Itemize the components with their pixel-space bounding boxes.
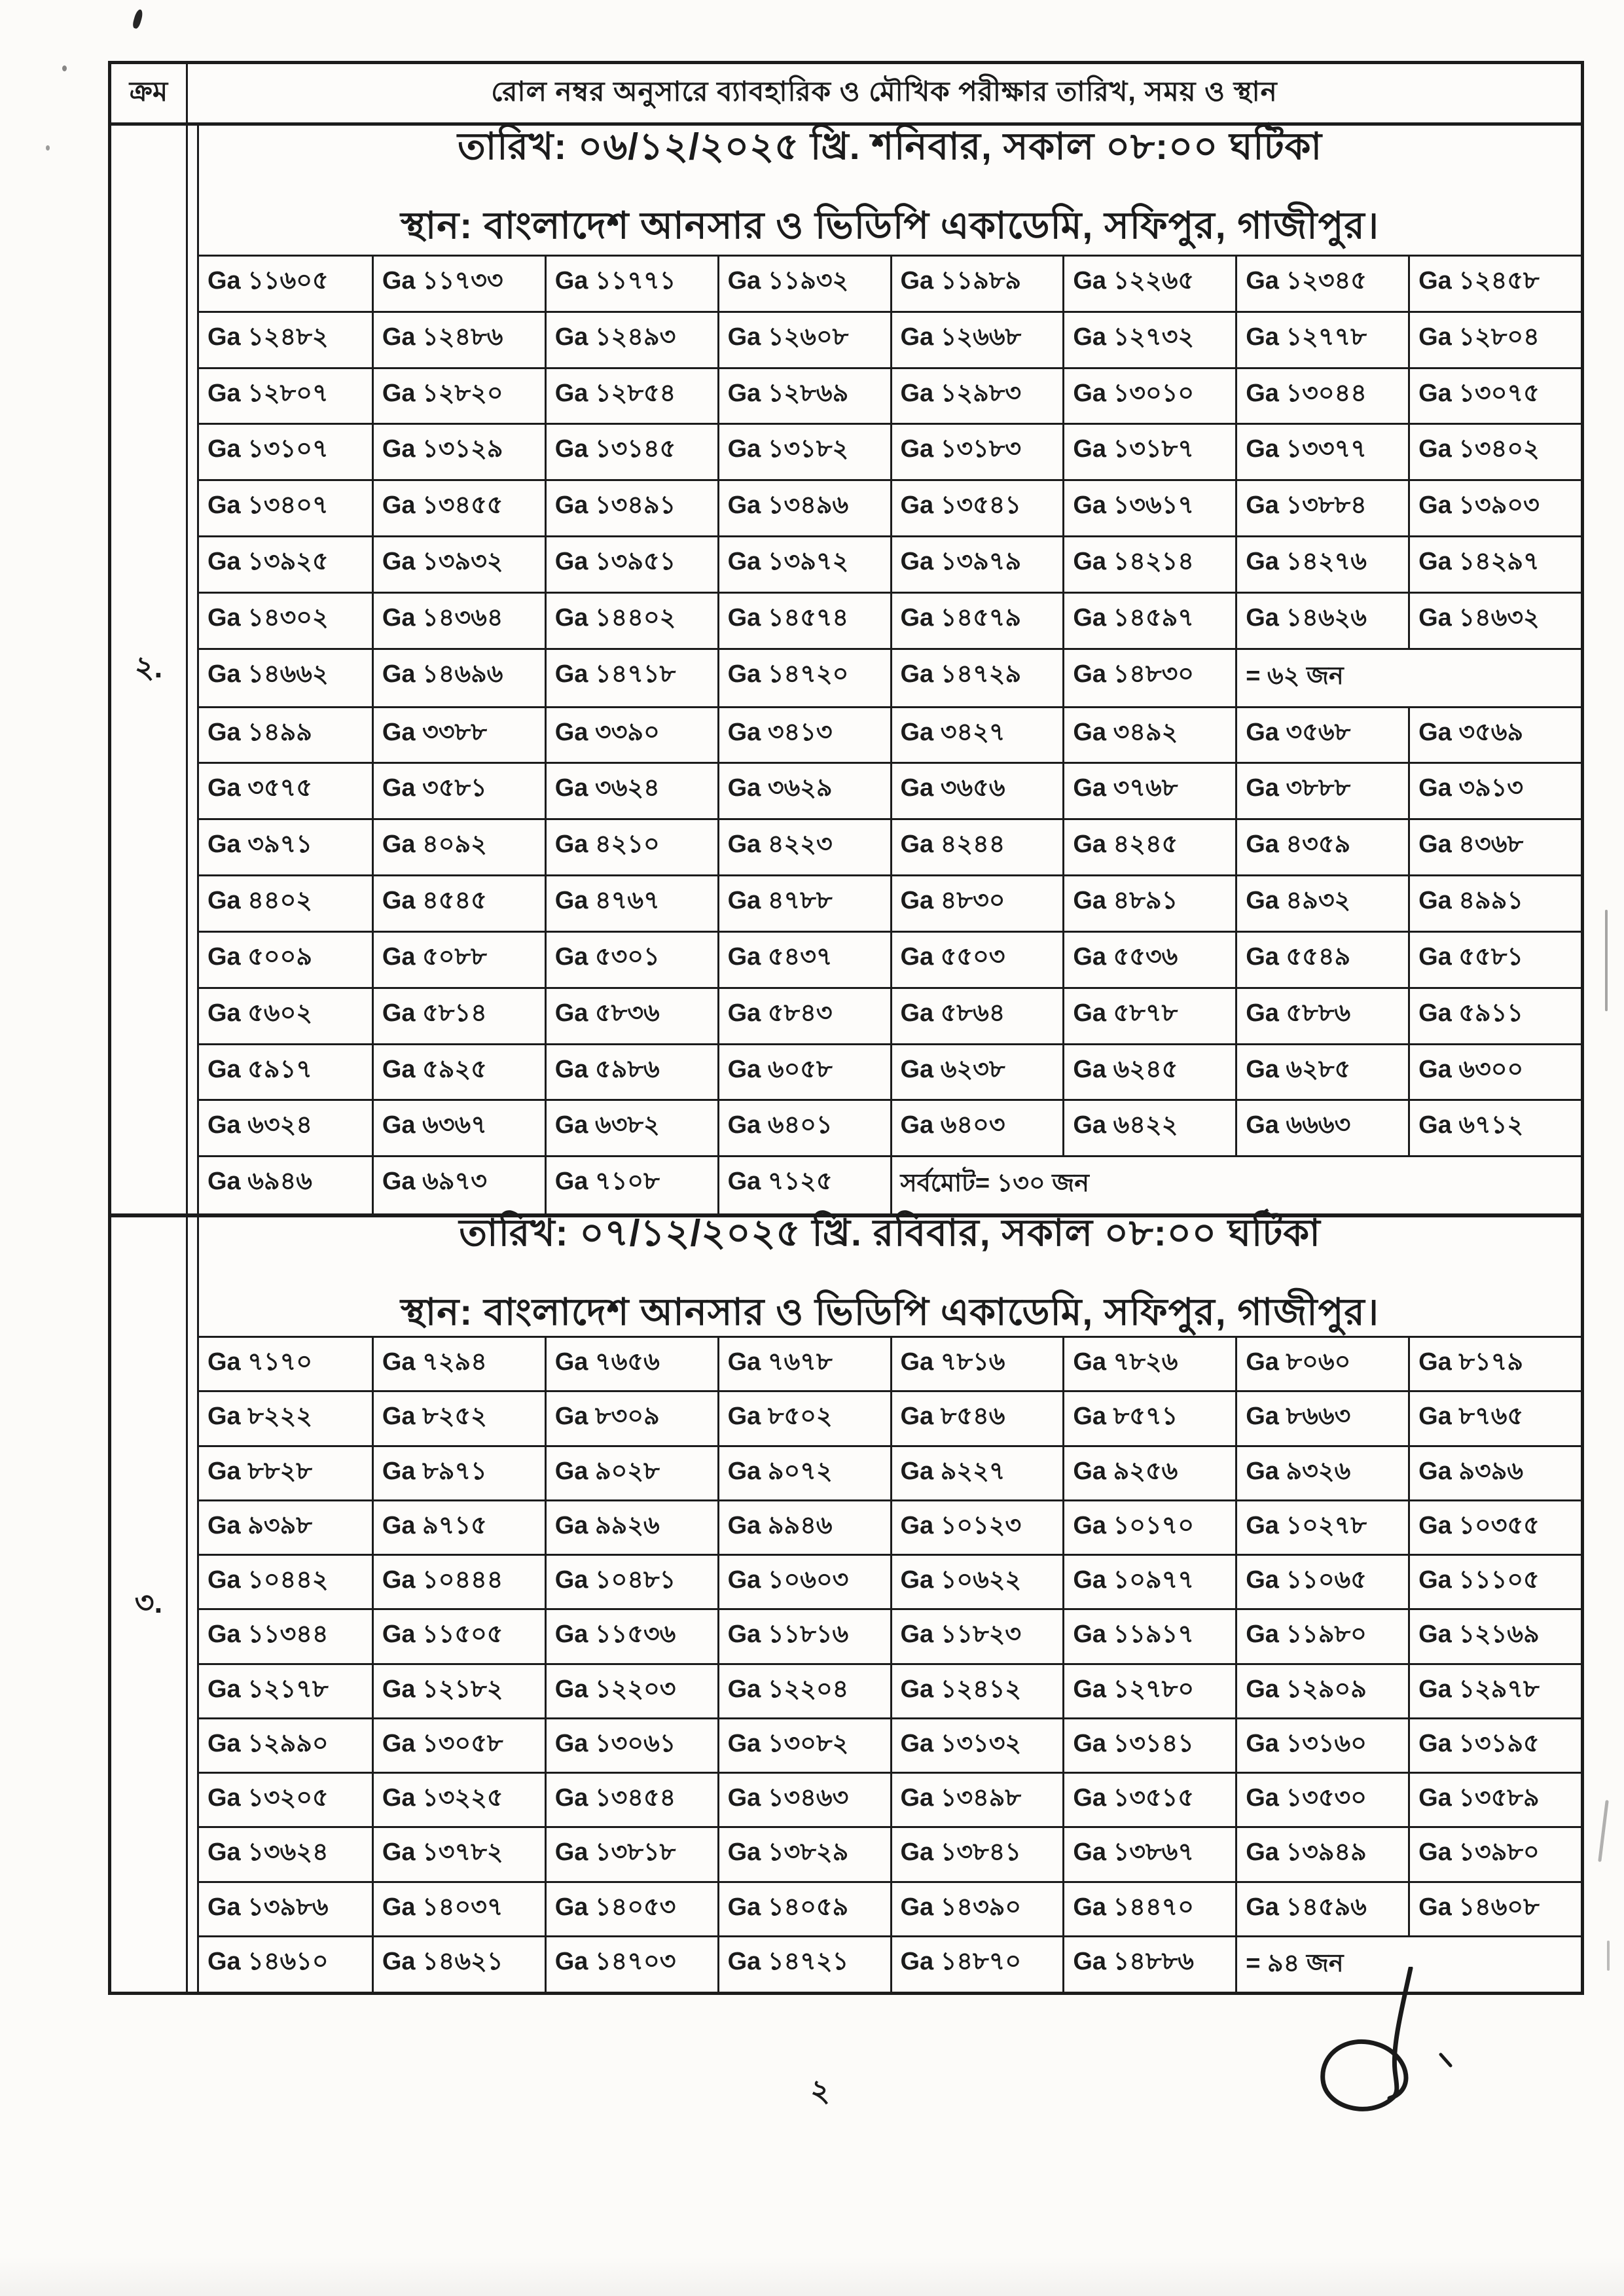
- roll-cell: Ga ১২৮০৪: [1408, 313, 1581, 367]
- roll-cell: Ga ১৪৭১৮: [545, 650, 717, 706]
- roll-cell: Ga ১২৩৪৫: [1235, 257, 1408, 311]
- roll-cell: Ga ৫৯৮৬: [545, 1045, 717, 1100]
- roll-cell: Ga ৪৮৩০: [890, 876, 1063, 931]
- roll-cell: Ga ৮৫৪৬: [890, 1392, 1063, 1444]
- total-cell: সর্বমোট= ১৩০ জন: [890, 1157, 1581, 1213]
- roll-row: [199, 1881, 1581, 1935]
- roll-row: [199, 706, 1581, 762]
- roll-cell: Ga ৬০৫৮: [717, 1045, 890, 1100]
- roll-cell: Ga ১৩৮১৮: [545, 1828, 717, 1880]
- roll-cell: Ga ১৪৭২১: [717, 1937, 890, 1992]
- roll-row: [199, 255, 1581, 311]
- roll-cell: Ga ১২৬০৮: [717, 313, 890, 367]
- roll-cell: Ga ৪২৪৪: [890, 820, 1063, 874]
- roll-cell: Ga ৫৯২৫: [372, 1045, 545, 1100]
- roll-cell: Ga ১৪৩০২: [208, 603, 329, 632]
- roll-cell: Ga ৯০৭২: [717, 1447, 890, 1499]
- roll-cell: Ga ১১৫০৫: [372, 1610, 545, 1662]
- roll-row: [199, 1499, 1581, 1554]
- roll-cell: Ga ১৩১৮৩: [890, 425, 1063, 479]
- roll-row: [199, 818, 1581, 874]
- roll-cell: Ga ৯০২৮: [545, 1447, 717, 1499]
- roll-cell: Ga ১৪৭২৯: [890, 650, 1063, 706]
- roll-cell: Ga ১৩১৪১: [1062, 1719, 1235, 1772]
- scan-mark: [1605, 910, 1608, 1011]
- roll-cell: Ga ৯৩২৬: [1235, 1447, 1408, 1499]
- roll-cell: Ga ১৩৪৫৪: [545, 1774, 717, 1826]
- roll-cell: Ga ১২৯৮৩: [890, 369, 1063, 423]
- roll-cell: Ga ১৩৯০৩: [1408, 481, 1581, 535]
- roll-cell: Ga ১৪৫৯৬: [1235, 1883, 1408, 1935]
- roll-cell: Ga ১৩৮৪১: [890, 1828, 1063, 1880]
- column-gap: [188, 1217, 197, 1992]
- roll-cell: Ga ৫৪৩৭: [717, 933, 890, 987]
- roll-cell: Ga ১৩৭৮২: [372, 1828, 545, 1880]
- roll-cell: Ga ৫৮৮৬: [1235, 989, 1408, 1043]
- roll-cell: Ga ১৩৪৫৫: [372, 481, 545, 535]
- roll-cell: Ga ১৩৯৫১: [545, 537, 717, 592]
- roll-cell: Ga ৬৩৬৭: [372, 1101, 545, 1155]
- roll-cell: Ga ১১০৬৫: [1235, 1556, 1408, 1608]
- roll-cell: Ga ৩৬২৪: [545, 764, 717, 818]
- roll-cell: Ga ৫৩০১: [545, 933, 717, 987]
- roll-cell: Ga ১৪৮৮৬: [1062, 1937, 1235, 1992]
- roll-cell: Ga ১৩২০৫: [208, 1784, 329, 1812]
- roll-cell: Ga ৬৩০০: [1408, 1045, 1581, 1100]
- roll-cell: Ga ৭১২৫: [717, 1157, 890, 1213]
- roll-cell: Ga ১৩১০৭: [208, 435, 329, 463]
- roll-cell: Ga ১৪৪০২: [545, 594, 717, 648]
- roll-cell: Ga ১১৯৩২: [717, 257, 890, 311]
- roll-cell: Ga ৬৪০৩: [890, 1101, 1063, 1155]
- roll-row: [199, 1772, 1581, 1826]
- roll-cell: Ga ১১৯১৭: [1062, 1610, 1235, 1662]
- roll-cell: Ga ১৩৮৬৭: [1062, 1828, 1235, 1880]
- roll-row: [199, 1608, 1581, 1662]
- roll-cell: Ga ১৪৮৩০: [1062, 650, 1235, 706]
- roll-cell: Ga ১২৬৬৮: [890, 313, 1063, 367]
- section-3-heading: [199, 1211, 1581, 1336]
- roll-row: [199, 987, 1581, 1043]
- roll-cell: Ga ৬২৪৫: [1062, 1045, 1235, 1100]
- roll-cell: Ga ১২৮২০: [372, 369, 545, 423]
- roll-cell: Ga ৫০৮৮: [372, 933, 545, 987]
- roll-cell: Ga ৫৫৩৬: [1062, 933, 1235, 987]
- roll-cell: Ga ৬৪২২: [1062, 1101, 1235, 1155]
- roll-cell: Ga ৬৯৭৩: [372, 1157, 545, 1213]
- roll-row: [199, 648, 1581, 706]
- scan-mark: [46, 145, 50, 151]
- roll-cell: Ga ৪৫৪৫: [372, 876, 545, 931]
- roll-cell: Ga ১২৯৯০: [208, 1729, 329, 1757]
- page-number: ২: [810, 2073, 830, 2108]
- roll-cell: Ga ৮৮২৮: [208, 1457, 312, 1485]
- roll-cell: Ga ১২৪৯৩: [545, 313, 717, 367]
- roll-cell: Ga ১০৯৭৭: [1062, 1556, 1235, 1608]
- exam-venue-line: স্থান: বাংলাদেশ আনসার ও ভিডিপি একাডেমি, সফিপুর, গাজীপুর।: [400, 204, 1380, 247]
- section-3-content: [197, 1211, 1581, 1992]
- section-2-heading: [199, 126, 1581, 255]
- roll-cell: Ga ৫০০৯: [208, 942, 312, 971]
- roll-cell: Ga ১৩৫১৫: [1062, 1774, 1235, 1826]
- roll-cell: Ga ৩৪১৩: [717, 708, 890, 762]
- roll-row: [199, 592, 1581, 648]
- roll-cell: Ga ১৪৭২০: [717, 650, 890, 706]
- roll-cell: Ga ১৪৬১০: [208, 1947, 329, 1975]
- roll-cell: Ga ১৩৯৮৬: [208, 1893, 329, 1921]
- roll-cell: Ga ৪৪০২: [208, 887, 312, 915]
- roll-cell: Ga ১৪২৭৬: [1235, 537, 1408, 592]
- roll-cell: Ga ১১৭৭১: [545, 257, 717, 311]
- roll-cell: Ga ১৩০১০: [1062, 369, 1235, 423]
- roll-cell: Ga ৪২১০: [545, 820, 717, 874]
- total-cell: = ৬২ জন: [1235, 650, 1581, 706]
- roll-row: [199, 367, 1581, 423]
- roll-cell: Ga ১৩০৮২: [717, 1719, 890, 1772]
- roll-cell: Ga ১০৪৪৪: [372, 1556, 545, 1608]
- roll-cell: Ga ৯২৫৬: [1062, 1447, 1235, 1499]
- roll-cell: Ga ৭১৭০: [208, 1348, 313, 1376]
- roll-cell: Ga ৩৯১৩: [1408, 764, 1581, 818]
- roll-row: [199, 1390, 1581, 1444]
- roll-cell: Ga ৩৫৬৯: [1408, 708, 1581, 762]
- roll-cell: Ga ১০৬২২: [890, 1556, 1063, 1608]
- roll-cell: Ga ১০১২৩: [890, 1501, 1063, 1554]
- roll-cell: Ga ৬৩২৪: [208, 1111, 313, 1139]
- schedule-table: [108, 61, 1584, 1995]
- roll-cell: Ga ৩৬৫৬: [890, 764, 1063, 818]
- roll-cell: Ga ৪২২৩: [717, 820, 890, 874]
- roll-row: [199, 423, 1581, 479]
- roll-cell: Ga ১৩৯৩২: [372, 537, 545, 592]
- roll-cell: Ga ১৩৬২৪: [208, 1839, 329, 1867]
- roll-cell: Ga ৩৩৮৮: [372, 708, 545, 762]
- section-3: [111, 1211, 1581, 1992]
- roll-cell: Ga ১৩১৪৫: [545, 425, 717, 479]
- exam-date-line: তারিখ: ০৭/১২/২০২৫ খ্রি. রবিবার, সকাল ০৮:০০ ঘটিকা: [459, 1211, 1321, 1254]
- roll-cell: Ga ১৩৯৮০: [1408, 1828, 1581, 1880]
- roll-cell: Ga ৫৮৩৬: [545, 989, 717, 1043]
- roll-cell: Ga ৮২৫২: [372, 1392, 545, 1444]
- roll-cell: Ga ৩৫৮১: [372, 764, 545, 818]
- section-2-content: [197, 126, 1581, 1213]
- roll-cell: Ga ৪৯৯১: [1408, 876, 1581, 931]
- roll-cell: Ga ৬৩৮২: [545, 1101, 717, 1155]
- roll-cell: Ga ৩৫৭৫: [208, 774, 312, 802]
- roll-cell: Ga ১৩৩৭৭: [1235, 425, 1408, 479]
- roll-cell: Ga ৪৩৬৮: [1408, 820, 1581, 874]
- roll-cell: Ga ৫৬০২: [208, 999, 313, 1027]
- roll-cell: Ga ১১১০৫: [1408, 1556, 1581, 1608]
- roll-row: [199, 1445, 1581, 1499]
- roll-cell: Ga ১৩০৫৮: [372, 1719, 545, 1772]
- roll-number-grid: [199, 255, 1581, 1213]
- roll-cell: Ga ১৪৮৭০: [890, 1937, 1063, 1992]
- roll-cell: Ga ১৩৮২৯: [717, 1828, 890, 1880]
- roll-row: [199, 1717, 1581, 1772]
- section-3-serial: ৩.: [111, 1217, 188, 1992]
- total-cell: = ৯৪ জন: [1235, 1937, 1581, 1992]
- roll-cell: Ga ৫৮৬৪: [890, 989, 1063, 1043]
- roll-cell: Ga ১৪২১৪: [1062, 537, 1235, 592]
- column-gap: [188, 126, 197, 1213]
- roll-cell: Ga ১২৪৫৮: [1408, 257, 1581, 311]
- roll-cell: Ga ৫৫০৩: [890, 933, 1063, 987]
- roll-row: [199, 479, 1581, 535]
- roll-row: [199, 1554, 1581, 1608]
- roll-cell: Ga ১৩১৮৭: [1062, 425, 1235, 479]
- roll-cell: Ga ১১৩৪৪: [208, 1621, 329, 1649]
- roll-cell: Ga ৫৯১৭: [208, 1055, 312, 1083]
- roll-cell: Ga ৩৪৯২: [1062, 708, 1235, 762]
- roll-cell: Ga ৮৯৭১: [372, 1447, 545, 1499]
- roll-cell: Ga ১২২৬৫: [1062, 257, 1235, 311]
- roll-cell: Ga ৫৮১৪: [372, 989, 545, 1043]
- roll-cell: Ga ১২২০৩: [545, 1665, 717, 1717]
- roll-cell: Ga ৬৯৪৬: [208, 1168, 312, 1196]
- roll-row: [199, 535, 1581, 592]
- roll-cell: Ga ১২৯০৯: [1235, 1665, 1408, 1717]
- roll-cell: Ga ১৪৬২৬: [1235, 594, 1408, 648]
- roll-cell: Ga ১৪৬৯৬: [372, 650, 545, 706]
- roll-cell: Ga ৮৫০২: [717, 1392, 890, 1444]
- roll-cell: Ga ৭১০৮: [545, 1157, 717, 1213]
- roll-cell: Ga ৮২২২: [208, 1403, 313, 1431]
- roll-cell: Ga ১৪৬০৮: [1408, 1883, 1581, 1935]
- roll-cell: Ga ৬৪০১: [717, 1101, 890, 1155]
- roll-cell: Ga ৮৭৬৫: [1408, 1392, 1581, 1444]
- roll-cell: Ga ১৩৪০৭: [208, 492, 329, 520]
- roll-cell: Ga ১১৯৮০: [1235, 1610, 1408, 1662]
- roll-cell: Ga ১৩৯৭৯: [890, 537, 1063, 592]
- roll-cell: Ga ৯২২৭: [890, 1447, 1063, 1499]
- roll-cell: Ga ৩৬২৯: [717, 764, 890, 818]
- roll-number-grid: [199, 1336, 1581, 1992]
- roll-cell: Ga ৩৫৬৮: [1235, 708, 1408, 762]
- roll-cell: Ga ১৪৩৬৪: [372, 594, 545, 648]
- roll-cell: Ga ১৩৯৪৯: [1235, 1828, 1408, 1880]
- roll-cell: Ga ৩৩৯০: [545, 708, 717, 762]
- roll-cell: Ga ১১৯৮৯: [890, 257, 1063, 311]
- roll-row: [199, 1826, 1581, 1880]
- roll-cell: Ga ১২৮৫৪: [545, 369, 717, 423]
- scan-mark: [1598, 1800, 1609, 1862]
- signature-scribble: [1312, 1967, 1463, 2121]
- roll-cell: Ga ১০১৭০: [1062, 1501, 1235, 1554]
- roll-cell: Ga ১২১৭৮: [208, 1675, 329, 1703]
- roll-cell: Ga ১৪৬৬২: [208, 660, 329, 688]
- roll-cell: Ga ৪৭৮৮: [717, 876, 890, 931]
- roll-cell: Ga ১১৫৩৬: [545, 1610, 717, 1662]
- scan-mark: [1607, 1941, 1610, 1971]
- roll-cell: Ga ১৩৫৮৯: [1408, 1774, 1581, 1826]
- roll-cell: Ga ৭২৯৪: [372, 1338, 545, 1390]
- roll-cell: Ga ১২৪৮৬: [372, 313, 545, 367]
- roll-cell: Ga ৬২৩৮: [890, 1045, 1063, 1100]
- roll-cell: Ga ৩৯৭১: [208, 831, 312, 859]
- roll-row: [199, 311, 1581, 367]
- roll-cell: Ga ১২৭৭৮: [1235, 313, 1408, 367]
- roll-cell: Ga ১০২৭৮: [1235, 1501, 1408, 1554]
- roll-cell: Ga ১৪০৫৩: [545, 1883, 717, 1935]
- roll-row: [199, 1663, 1581, 1717]
- roll-cell: Ga ১৪০৫৯: [717, 1883, 890, 1935]
- roll-cell: Ga ১০৬০৩: [717, 1556, 890, 1608]
- roll-cell: Ga ১৩৯২৫: [208, 548, 329, 576]
- roll-cell: Ga ১২১৮২: [372, 1665, 545, 1717]
- roll-cell: Ga ৫৮৭৮: [1062, 989, 1235, 1043]
- roll-cell: Ga ১৪২৯৭: [1408, 537, 1581, 592]
- roll-cell: Ga ১১৭৩৩: [372, 257, 545, 311]
- roll-cell: Ga ১২৮০৭: [208, 379, 329, 407]
- roll-row: [199, 1336, 1581, 1390]
- roll-row: [199, 874, 1581, 931]
- roll-cell: Ga ৫৫৪৯: [1235, 933, 1408, 987]
- roll-cell: Ga ১২২০৪: [717, 1665, 890, 1717]
- roll-cell: Ga ১২৪৮২: [208, 323, 329, 351]
- roll-cell: Ga ১২৭৩২: [1062, 313, 1235, 367]
- roll-cell: Ga ৭৬৫৬: [545, 1338, 717, 1390]
- roll-cell: Ga ৮০৬০: [1235, 1338, 1408, 1390]
- roll-cell: Ga ১৪৯৯: [208, 718, 312, 746]
- roll-cell: Ga ৮৩০৯: [545, 1392, 717, 1444]
- exam-date-line: তারিখ: ০৬/১২/২০২৫ খ্রি. শনিবার, সকাল ০৮:০০ ঘটিকা: [457, 125, 1323, 168]
- roll-cell: Ga ১৪৬৩২: [1408, 594, 1581, 648]
- roll-cell: Ga ১২১৬৯: [1408, 1610, 1581, 1662]
- roll-cell: Ga ৯৯৪৬: [717, 1501, 890, 1554]
- roll-cell: Ga ৫৫৮১: [1408, 933, 1581, 987]
- roll-cell: Ga ১৪৩৯০: [890, 1883, 1063, 1935]
- roll-cell: Ga ৩৭৬৮: [1062, 764, 1235, 818]
- roll-cell: Ga ১৩৬১৭: [1062, 481, 1235, 535]
- roll-cell: Ga ৫৯১১: [1408, 989, 1581, 1043]
- roll-cell: Ga ৯৩৯৮: [208, 1511, 312, 1539]
- roll-cell: Ga ১৪০৩৭: [372, 1883, 545, 1935]
- roll-cell: Ga ১৪৪৭০: [1062, 1883, 1235, 1935]
- roll-cell: Ga ১০৩৫৫: [1408, 1501, 1581, 1554]
- section-2-serial: ২.: [111, 126, 188, 1213]
- roll-cell: Ga ১৪৭০৩: [545, 1937, 717, 1992]
- roll-cell: Ga ১০৪৮১: [545, 1556, 717, 1608]
- roll-cell: Ga ১২৯৭৮: [1408, 1665, 1581, 1717]
- roll-cell: Ga ১৩৪০২: [1408, 425, 1581, 479]
- roll-cell: Ga ১২৭৮০: [1062, 1665, 1235, 1717]
- roll-cell: Ga ১৩০৬১: [545, 1719, 717, 1772]
- scan-mark: [62, 65, 67, 71]
- roll-cell: Ga ১২৪১২: [890, 1665, 1063, 1717]
- roll-cell: Ga ৭৬৭৮: [717, 1338, 890, 1390]
- roll-cell: Ga ১৩৯৭২: [717, 537, 890, 592]
- roll-cell: Ga ১৩১৩২: [890, 1719, 1063, 1772]
- roll-cell: Ga ৪০৯২: [372, 820, 545, 874]
- roll-cell: Ga ৮৫৭১: [1062, 1392, 1235, 1444]
- roll-cell: Ga ১৪৫৯৭: [1062, 594, 1235, 648]
- roll-cell: Ga ১৩৪৯৮: [890, 1774, 1063, 1826]
- roll-cell: Ga ১৩১৮২: [717, 425, 890, 479]
- exam-venue-line: স্থান: বাংলাদেশ আনসার ও ভিডিপি একাডেমি, সফিপুর, গাজীপুর।: [400, 1291, 1380, 1333]
- roll-cell: Ga ৮১৭৯: [1408, 1338, 1581, 1390]
- roll-cell: Ga ৬৬৬৩: [1235, 1101, 1408, 1155]
- roll-cell: Ga ১২৮৬৯: [717, 369, 890, 423]
- roll-cell: Ga ১৩১২৯: [372, 425, 545, 479]
- roll-row: [199, 762, 1581, 818]
- roll-cell: Ga ৬২৮৫: [1235, 1045, 1408, 1100]
- roll-cell: Ga ৯৩৯৬: [1408, 1447, 1581, 1499]
- roll-cell: Ga ১৩০৪৪: [1235, 369, 1408, 423]
- roll-row: [199, 931, 1581, 987]
- roll-cell: Ga ১৩৪৬৩: [717, 1774, 890, 1826]
- roll-cell: Ga ৯৯২৬: [545, 1501, 717, 1554]
- roll-cell: Ga ১৩০৭৫: [1408, 369, 1581, 423]
- roll-cell: Ga ১৩১৬০: [1235, 1719, 1408, 1772]
- roll-cell: Ga ১১৮১৬: [717, 1610, 890, 1662]
- roll-cell: Ga ৫৮৪৩: [717, 989, 890, 1043]
- roll-cell: Ga ১০৪৪২: [208, 1566, 329, 1594]
- roll-cell: Ga ১৩৪৯৬: [717, 481, 890, 535]
- roll-cell: Ga ৪৩৫৯: [1235, 820, 1408, 874]
- roll-cell: Ga ১৩৫৪১: [890, 481, 1063, 535]
- roll-cell: Ga ৪৭৬৭: [545, 876, 717, 931]
- table-header-row: [111, 64, 1581, 126]
- roll-cell: Ga ১৪৫৭৪: [717, 594, 890, 648]
- roll-cell: Ga ৭৮২৬: [1062, 1338, 1235, 1390]
- roll-cell: Ga ৮৬৬৩: [1235, 1392, 1408, 1444]
- roll-cell: Ga ৭৮১৬: [890, 1338, 1063, 1390]
- roll-cell: Ga ৩৪২৭: [890, 708, 1063, 762]
- roll-cell: Ga ১১৬০৫: [208, 267, 329, 295]
- serial-column-header: ক্রম: [111, 64, 188, 122]
- page-title: রোল নম্বর অনুসারে ব্যাবহারিক ও মৌখিক পরীক্ষার তারিখ, সময় ও স্থান: [491, 76, 1278, 107]
- roll-row: [199, 1099, 1581, 1155]
- roll-cell: Ga ১৩৮৮৪: [1235, 481, 1408, 535]
- roll-cell: Ga ১৩৫৩০: [1235, 1774, 1408, 1826]
- roll-cell: Ga ১৪৫৭৯: [890, 594, 1063, 648]
- roll-cell: Ga ৪৯৩২: [1235, 876, 1408, 931]
- roll-cell: Ga ৪২৪৫: [1062, 820, 1235, 874]
- roll-cell: Ga ৬৭১২: [1408, 1101, 1581, 1155]
- roll-cell: Ga ৪৮৯১: [1062, 876, 1235, 931]
- roll-cell: Ga ১১৮২৩: [890, 1610, 1063, 1662]
- roll-cell: Ga ৩৮৮৮: [1235, 764, 1408, 818]
- scan-mark: [132, 9, 144, 29]
- roll-row: [199, 1043, 1581, 1100]
- section-2: [111, 126, 1581, 1217]
- roll-cell: Ga ৯৭১৫: [372, 1501, 545, 1554]
- roll-cell: Ga ১৩১৯৫: [1408, 1719, 1581, 1772]
- roll-cell: Ga ১৩২২৫: [372, 1774, 545, 1826]
- roll-cell: Ga ১৩৪৯১: [545, 481, 717, 535]
- roll-cell: Ga ১৪৬২১: [372, 1937, 545, 1992]
